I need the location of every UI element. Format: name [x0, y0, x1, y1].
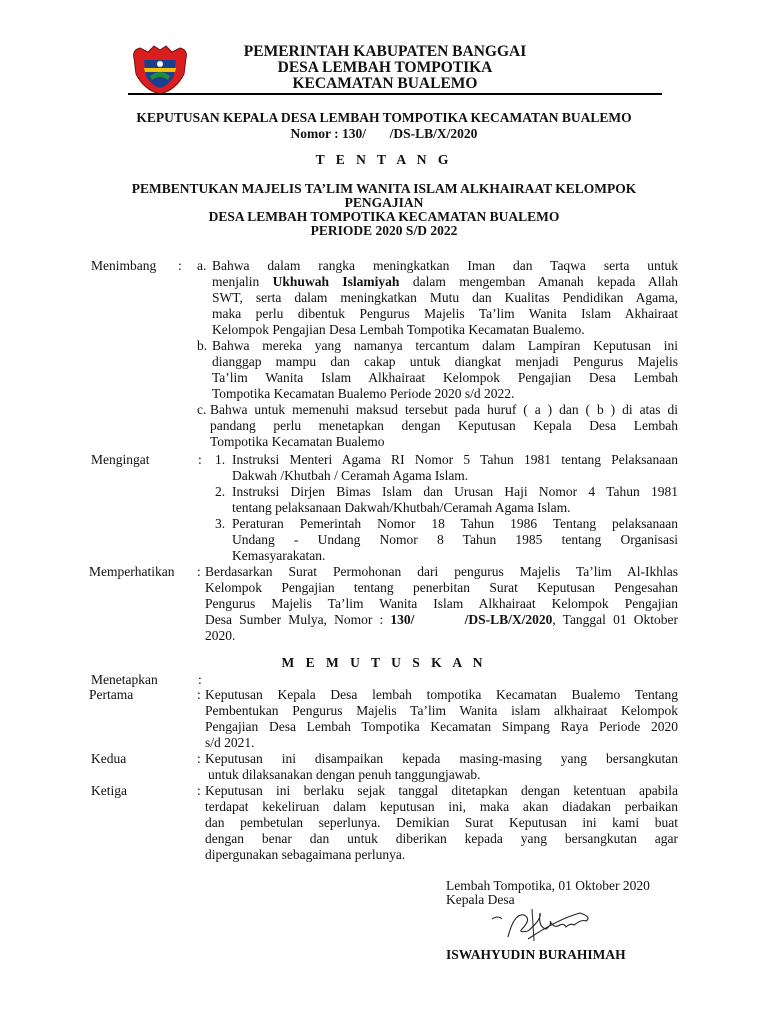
- place-date: Lembah Tompotika, 01 Oktober 2020: [446, 878, 650, 893]
- ketiga-line: dan pembetulan seperlunya. Demikian Surat Keputusan ini kami buat: [205, 815, 678, 830]
- kedua-line: Keputusan ini disampaikan kepada masing-masing yang bersangkutan: [205, 751, 678, 766]
- menimbang-b-line: Tompotika Kecamatan Bualemo Periode 2020 s/d 2022.: [212, 386, 515, 401]
- menetapkan-colon: :: [198, 672, 202, 687]
- letterhead-line-government: PEMERINTAH KABUPATEN BANGGAI: [243, 43, 527, 60]
- memperhatikan-line: Desa Sumber Mulya, Nomor : 130/ /DS-LB/X/2020, Tanggal 01 Oktober: [205, 612, 678, 627]
- subject-line-3: DESA LEMBAH TOMPOTIKA KECAMATAN BUALEMO: [208, 209, 560, 224]
- kedua-colon: :: [197, 751, 201, 766]
- subject-line-2: PENGAJIAN: [344, 195, 424, 210]
- decree-title: KEPUTUSAN KEPALA DESA LEMBAH TOMPOTIKA KECAMATAN BUALEMO: [136, 110, 632, 125]
- ketiga-line: dengan benar dan untuk diberikan kepada yang bersangkutan agar: [205, 831, 678, 846]
- menetapkan-label: Menetapkan: [91, 672, 158, 687]
- memperhatikan-line: Kelompok Pengajian tentang penerbitan Surat Keputusan Pengesahan: [205, 580, 678, 595]
- mengingat-colon: :: [198, 452, 202, 467]
- letterhead-line-district: KECAMATAN BUALEMO: [292, 75, 478, 92]
- mengingat-3-line: Kemasyarakatan.: [232, 548, 326, 563]
- mengingat-1-line: Dakwah /Khutbah / Ceramah Agama Islam.: [232, 468, 469, 483]
- mengingat-2-marker: 2.: [215, 484, 226, 499]
- subject-line-4: PERIODE 2020 S/D 2022: [310, 223, 458, 238]
- menimbang-a-marker: a.: [197, 258, 207, 273]
- menimbang-a-line: Kelompok Pengajian Desa Lembah Tompotika Kecamatan Bualemo.: [212, 322, 585, 337]
- mengingat-label: Mengingat: [91, 452, 150, 467]
- menimbang-label: Menimbang: [91, 258, 157, 273]
- menimbang-c-line: Tompotika Kecamatan Bualemo: [210, 434, 385, 449]
- handwritten-signature: [488, 905, 598, 945]
- pertama-line: s/d 2021.: [205, 735, 255, 750]
- mengingat-1-line: Instruksi Menteri Agama RI Nomor 5 Tahun 1981 tentang Pelaksanaan: [232, 452, 678, 467]
- pertama-line: Pembentukan Pengurus Majelis Ta’lim Wanita islam alkhairaat Kelompok: [205, 703, 678, 718]
- pertama-colon: :: [197, 687, 201, 702]
- pertama-line: Pengajian Desa Lembah Tompotika Kecamatan Simpang Raya Periode 2020: [205, 719, 678, 734]
- menimbang-a-line: SWT, serta dalam meningkatkan Mutu dan Kualitas Pendidikan Agama,: [212, 290, 678, 305]
- menimbang-a-line: maka perlu dibentuk Pengurus Majelis Ta’lim Wanita Islam Akhairaat: [212, 306, 678, 321]
- mengingat-3-line: Undang - Undang Nomor 8 Tahun 1985 tentang Organisasi: [232, 532, 678, 547]
- signatory-position: Kepala Desa: [446, 892, 515, 907]
- ketiga-label: Ketiga: [91, 783, 127, 798]
- subject-line-1: PEMBENTUKAN MAJELIS TA’LIM WANITA ISLAM ALKHAIRAAT KELOMPOK: [131, 181, 637, 196]
- menimbang-b-line: Ta’lim Wanita Islam Alkhairaat Kelompok Pengajian Desa Lembah: [212, 370, 678, 385]
- mengingat-2-line: Instruksi Dirjen Bimas Islam dan Urusan Haji Nomor 4 Tahun 1981: [232, 484, 678, 499]
- ketiga-colon: :: [197, 783, 201, 798]
- letterhead-line-village: DESA LEMBAH TOMPOTIKA: [277, 59, 493, 76]
- letterhead-divider: [128, 93, 662, 95]
- ukhuwah-islamiyah-bold: Ukhuwah Islamiyah: [272, 274, 400, 289]
- kedua-label: Kedua: [91, 751, 127, 766]
- mengingat-2-line: tentang pelaksanaan Dakwah/Khutbah/Ceramah Agama Islam.: [232, 500, 571, 515]
- menimbang-c-line: pandang perlu menetapkan dengan Keputusan Kepala Desa Lembah: [210, 418, 678, 433]
- mengingat-1-marker: 1.: [215, 452, 226, 467]
- memperhatikan-label: Memperhatikan: [89, 564, 175, 579]
- tentang-heading: T E N T A N G: [315, 152, 453, 167]
- menimbang-a-line: menjalin Ukhuwah Islamiyah dalam mengemban Amanah kepada Allah: [212, 274, 678, 289]
- letter-number-bold: 130/ /DS-LB/X/2020: [390, 612, 553, 627]
- memutuskan-heading: M E M U T U S K A N: [281, 655, 487, 670]
- regency-emblem-icon: [130, 44, 190, 96]
- menimbang-b-line: Bahwa mereka yang namanya tercantum dalam Lampiran Keputusan ini: [212, 338, 678, 353]
- menimbang-c-line: Bahwa untuk memenuhi maksud tersebut pada huruf ( a ) dan ( b ) di atas di: [210, 402, 678, 417]
- ketiga-line: dipergunakan sebagaimana perlunya.: [205, 847, 406, 862]
- pertama-line: Keputusan Kepala Desa lembah tompotika Kecamatan Bualemo Tentang: [205, 687, 678, 702]
- memperhatikan-colon: :: [197, 564, 201, 579]
- decree-number: Nomor : 130/ /DS-LB/X/2020: [290, 126, 478, 141]
- ketiga-line: terdapat kekeliruan dalam keputusan ini, maka akan diadakan perbaikan: [205, 799, 678, 814]
- menimbang-b-line: dianggap mampu dan cakap untuk diangkat menjadi Pengurus Majelis: [212, 354, 678, 369]
- mengingat-3-line: Peraturan Pemerintah Nomor 18 Tahun 1986 Tentang pelaksanaan: [232, 516, 678, 531]
- pertama-label: Pertama: [89, 687, 134, 702]
- mengingat-3-marker: 3.: [215, 516, 226, 531]
- kedua-line: untuk dilaksanakan dengan penuh tanggungjawab.: [208, 767, 481, 782]
- menimbang-b-marker: b.: [197, 338, 208, 353]
- menimbang-colon: :: [178, 258, 182, 273]
- memperhatikan-line: Berdasarkan Surat Permohonan dari pengurus Majelis Ta’lim Al-Ikhlas: [205, 564, 678, 579]
- memperhatikan-line: 2020.: [205, 628, 236, 643]
- menimbang-c-marker: c.: [197, 402, 207, 417]
- ketiga-line: Keputusan ini berlaku sejak tanggal ditetapkan dengan ketentuan apabila: [205, 783, 678, 798]
- signatory-name: ISWAHYUDIN BURAHIMAH: [446, 947, 626, 962]
- menimbang-a-line: Bahwa dalam rangka meningkatkan Iman dan Taqwa serta untuk: [212, 258, 678, 273]
- memperhatikan-line: Pengurus Majelis Ta’lim Wanita Islam Alkhairaat Kelompok Pengajian: [205, 596, 678, 611]
